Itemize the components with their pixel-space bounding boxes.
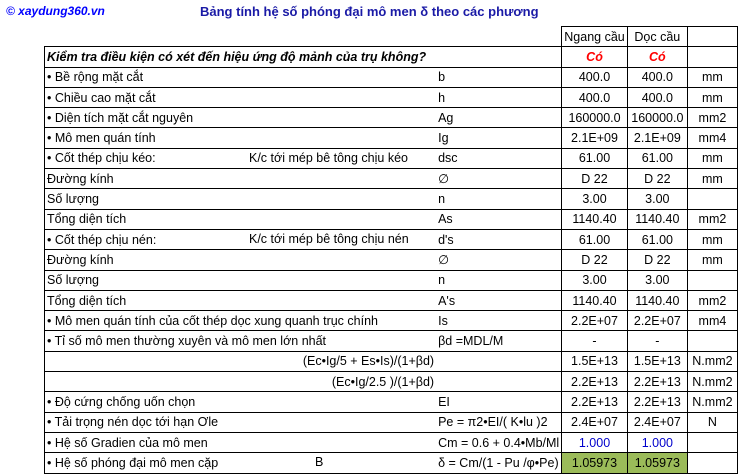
col-ngang-cau: Ngang cầu [562,27,628,47]
row-symbol: Pe = π2•EI/( K•lu )2 [436,412,562,432]
table-row [45,189,738,209]
row-v2: 2.2E+13 [627,372,687,392]
row-symbol: h [436,87,562,107]
row-label: Tổng diện tích [47,293,127,308]
row-symbol: Ag [436,108,562,128]
row-v2: 1.5E+13 [627,351,687,371]
row-v1: 1.05973 [562,453,628,473]
row-v1: - [562,331,628,351]
row-v2: 1.000 [627,432,687,452]
row-sublabel: B [315,455,324,470]
column-header-row [45,27,738,47]
row-symbol: n [436,189,562,209]
row-v2: 2.4E+07 [627,412,687,432]
table-row [45,148,738,168]
row-v2: 400.0 [627,87,687,107]
row-v2: 2.2E+07 [627,311,687,331]
row-label: • Chiều cao mặt cắt [47,90,156,105]
sheet-title: Bảng tính hệ số phóng đại mô men δ theo các phương [200,4,539,19]
row-label: • Diện tích mặt cắt nguyên [47,110,194,125]
row-v1: D 22 [562,250,628,270]
row-unit: mm [687,250,737,270]
row-symbol [436,372,562,392]
row-unit: N.mm2 [687,392,737,412]
row-symbol: dsc [436,148,562,168]
row-label: • Tỉ số mô men thường xuyên và mô men lớn nhất [47,334,327,349]
row-label: • Bề rộng mặt cắt [47,70,144,85]
table-row [45,453,738,473]
row-label: • Cốt thép chịu nén: [47,232,157,247]
row-unit [687,331,737,351]
row-v2: D 22 [627,169,687,189]
row-v1: 2.1E+09 [562,128,628,148]
row-v2: 1.05973 [627,453,687,473]
table-row [45,229,738,249]
row-v1: 2.2E+07 [562,311,628,331]
row-unit [687,189,737,209]
row-unit [687,270,737,290]
table-row [45,432,738,452]
row-v1: 61.00 [562,229,628,249]
row-v2: 160000.0 [627,108,687,128]
row-unit: mm [687,229,737,249]
row-sublabel: K/c tới mép bê tông chịu kéo [249,150,408,165]
row-v1: 3.00 [562,189,628,209]
row-unit: mm4 [687,128,737,148]
row-symbol: Is [436,311,562,331]
row-symbol: Ig [436,128,562,148]
row-v1: 1.5E+13 [562,351,628,371]
question-v1: Có [562,47,628,67]
row-unit: mm [687,87,737,107]
table-row [45,331,738,351]
table-row [45,250,738,270]
row-unit: mm4 [687,311,737,331]
row-label: • Tải trọng nén dọc tới hạn Ơle [47,415,219,430]
row-unit: N [687,412,737,432]
row-v2: 3.00 [627,270,687,290]
row-label: • Hệ số phóng đại mô men cặp [47,455,219,470]
row-v2: 400.0 [627,67,687,87]
row-unit: mm [687,148,737,168]
row-formula: (Ec•Ig/2.5 )/(1+βd) [331,374,435,389]
table-row [45,209,738,229]
row-label: • Mô men quán tính của cốt thép dọc xung quanh trục chính [47,313,378,328]
row-symbol: δ = Cm/(1 - Pu /φ•Pe) [436,453,562,473]
row-symbol: ∅ [436,169,562,189]
row-label: • Mô men quán tính [47,131,156,146]
row-symbol: n [436,270,562,290]
row-v1: 400.0 [562,87,628,107]
table-row [45,108,738,128]
row-v1: 400.0 [562,67,628,87]
table-row [45,169,738,189]
row-label: • Cốt thép chịu kéo: [47,151,156,166]
row-v1: 1140.40 [562,209,628,229]
row-unit: mm2 [687,209,737,229]
row-unit: mm2 [687,290,737,310]
table-row [45,372,738,392]
table-row [45,87,738,107]
row-v2: 61.00 [627,229,687,249]
row-v2: - [627,331,687,351]
row-v2: D 22 [627,250,687,270]
table-row [45,128,738,148]
row-formula: (Ec•Ig/5 + Es•Is)/(1+βd) [302,354,435,369]
table-row [45,392,738,412]
row-label: Số lượng [47,273,100,288]
row-v2: 3.00 [627,189,687,209]
row-v1: 2.2E+13 [562,372,628,392]
row-symbol: EI [436,392,562,412]
site-logo: © xaydung360.vn [6,4,105,18]
row-unit [687,432,737,452]
row-symbol: βd =MDL/M [436,331,562,351]
row-v1: 1.000 [562,432,628,452]
row-v2: 61.00 [627,148,687,168]
row-unit: mm [687,67,737,87]
table-row [45,67,738,87]
question-label: Kiểm tra điều kiện có xét đến hiệu ứng độ mảnh của trụ không? [45,47,437,67]
row-symbol: b [436,67,562,87]
row-v2: 1140.40 [627,290,687,310]
row-unit [687,453,737,473]
row-label: • Độ cứng chống uốn chọn [47,394,196,409]
row-label: Đường kính [47,252,114,267]
row-sublabel: K/c tới mép bê tông chịu nén [249,231,409,246]
row-v1: 2.2E+13 [562,392,628,412]
table-row [45,270,738,290]
row-label: Đường kính [47,171,114,186]
calc-table [44,26,738,474]
question-row [45,47,738,67]
row-symbol: ∅ [436,250,562,270]
row-v1: 160000.0 [562,108,628,128]
row-label: Tổng diện tích [47,212,127,227]
row-symbol: d's [436,229,562,249]
question-v2: Có [627,47,687,67]
row-label: • Hệ số Gradien của mô men [47,435,208,450]
row-symbol: Cm = 0.6 + 0.4•Mb/Ml [436,432,562,452]
table-row [45,412,738,432]
row-v2: 1140.40 [627,209,687,229]
col-doc-cau: Dọc cầu [627,27,687,47]
row-symbol: As [436,209,562,229]
table-row [45,290,738,310]
row-v1: 61.00 [562,148,628,168]
row-unit: N.mm2 [687,351,737,371]
table-row [45,311,738,331]
row-v2: 2.1E+09 [627,128,687,148]
row-v1: 2.4E+07 [562,412,628,432]
row-unit: N.mm2 [687,372,737,392]
row-symbol [436,351,562,371]
row-unit: mm2 [687,108,737,128]
row-v1: 3.00 [562,270,628,290]
table-row [45,351,738,371]
row-v1: D 22 [562,169,628,189]
row-unit: mm [687,169,737,189]
row-symbol: A's [436,290,562,310]
row-v2: 2.2E+13 [627,392,687,412]
row-v1: 1140.40 [562,290,628,310]
row-label: Số lượng [47,192,100,207]
